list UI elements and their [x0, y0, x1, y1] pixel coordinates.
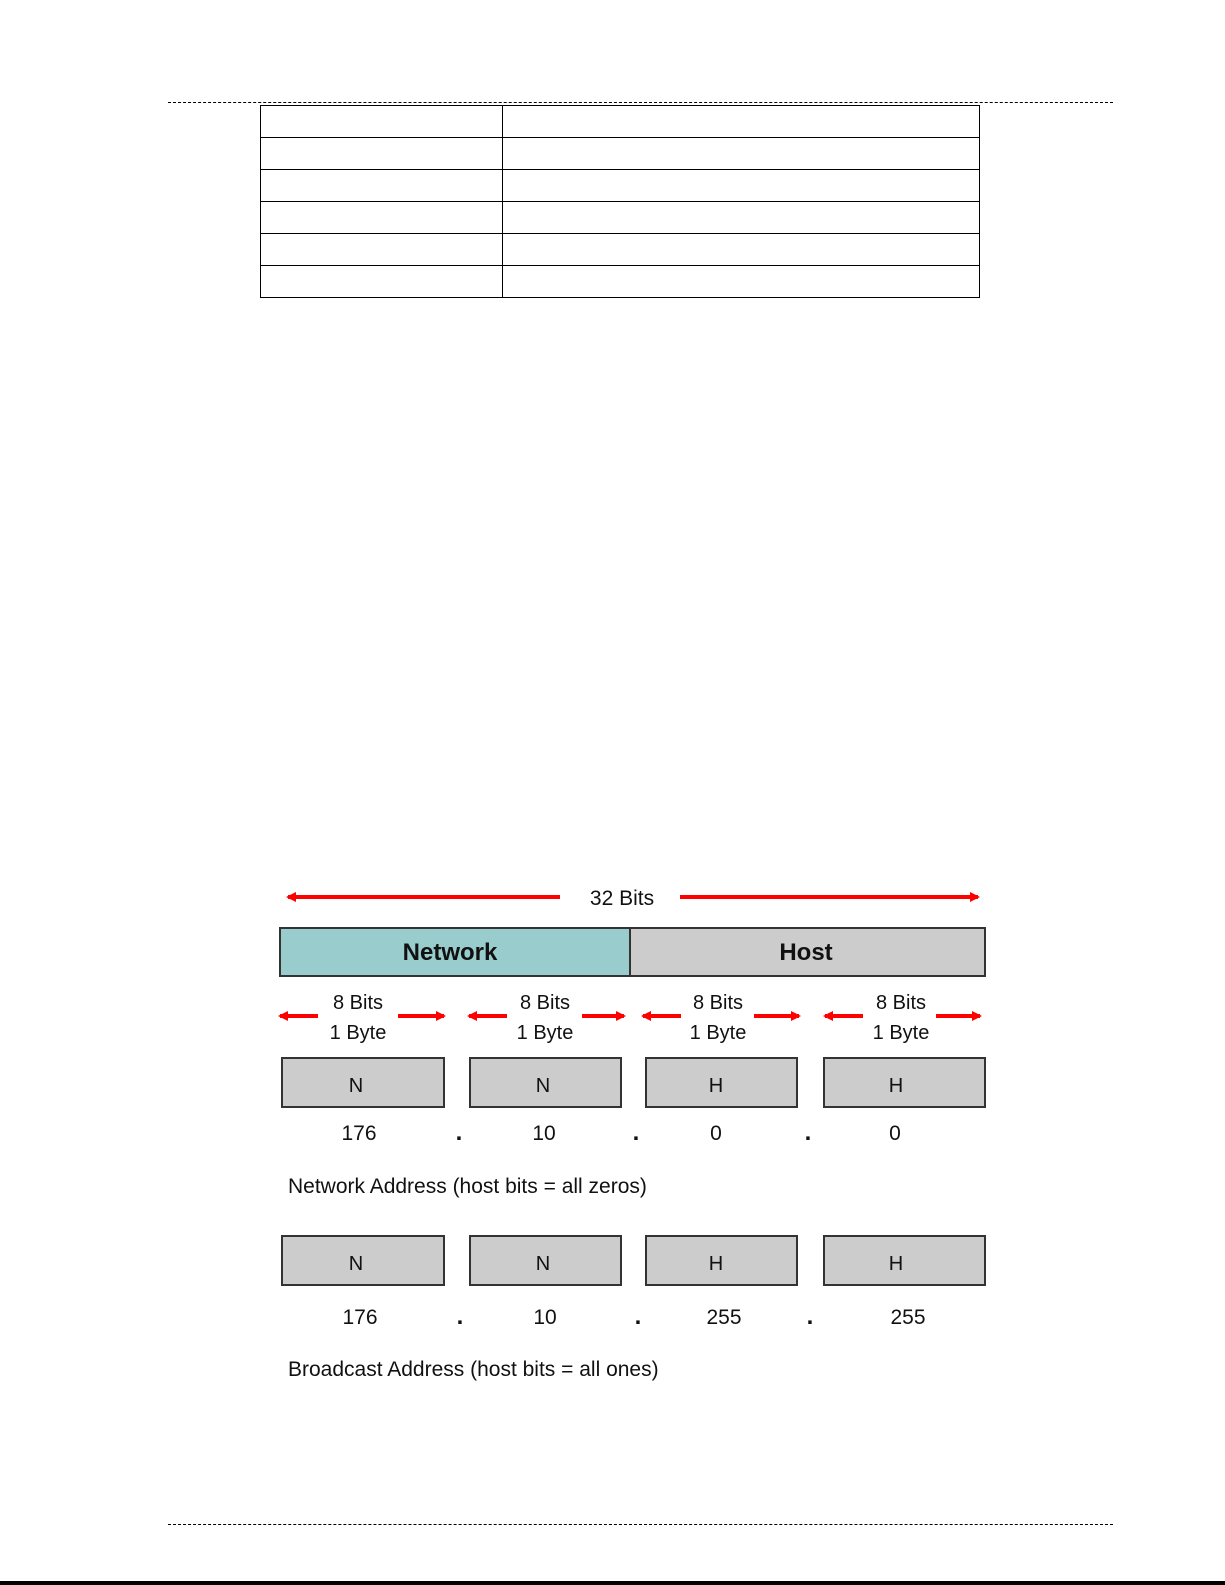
octet-box-label: N	[535, 1075, 551, 1097]
host-label: Host	[779, 939, 833, 966]
octet-box-label: H	[888, 1253, 904, 1275]
octet-bytes-label: 1 Byte	[872, 1022, 930, 1044]
dot-separator: .	[804, 1119, 812, 1146]
octet-value: 10	[532, 1122, 556, 1145]
octet-box-label: N	[535, 1253, 551, 1275]
octet-value: 0	[710, 1122, 722, 1145]
dot-separator: .	[455, 1119, 463, 1146]
broadcast-address-caption: Broadcast Address (host bits = all ones)	[288, 1358, 659, 1381]
octet-value: 10	[533, 1306, 557, 1329]
octet-bits-label: 8 Bits	[519, 992, 571, 1014]
dot-separator: .	[634, 1303, 642, 1330]
octet-box	[824, 1236, 985, 1285]
dot-separator: .	[456, 1303, 464, 1330]
octet-box-label: N	[348, 1075, 364, 1097]
octet-value: 176	[342, 1306, 378, 1329]
network-address-example	[282, 1058, 985, 1198]
octet-box	[824, 1058, 985, 1107]
octet-box-label: H	[708, 1075, 724, 1097]
network-label: Network	[402, 939, 498, 966]
octet-bits-label: 8 Bits	[875, 992, 927, 1014]
octet-box-label: N	[348, 1253, 364, 1275]
octet-value: 0	[889, 1122, 901, 1145]
octet-bytes-label: 1 Byte	[689, 1022, 747, 1044]
octet-box-label: H	[888, 1075, 904, 1097]
octet-bits-label: 8 Bits	[692, 992, 744, 1014]
total-bits-label: 32 Bits	[589, 887, 655, 910]
octet-2	[469, 992, 624, 1044]
dot-separator: .	[806, 1303, 814, 1330]
octet-value: 255	[890, 1306, 926, 1329]
octet-3	[643, 992, 799, 1044]
octet-1	[280, 992, 444, 1044]
page-bottom-border	[0, 1581, 1225, 1585]
broadcast-address-example	[282, 1236, 985, 1381]
octet-bits-label: 8 Bits	[332, 992, 384, 1014]
octet-bytes-label: 1 Byte	[516, 1022, 574, 1044]
network-address-caption: Network Address (host bits = all zeros)	[288, 1175, 647, 1198]
dot-separator: .	[632, 1119, 640, 1146]
octet-value: 255	[706, 1306, 742, 1329]
footer-rule	[168, 1524, 1113, 1525]
octet-bytes-label: 1 Byte	[329, 1022, 387, 1044]
octet-value: 176	[341, 1122, 377, 1145]
octet-4	[825, 992, 980, 1044]
octet-box-label: H	[708, 1253, 724, 1275]
